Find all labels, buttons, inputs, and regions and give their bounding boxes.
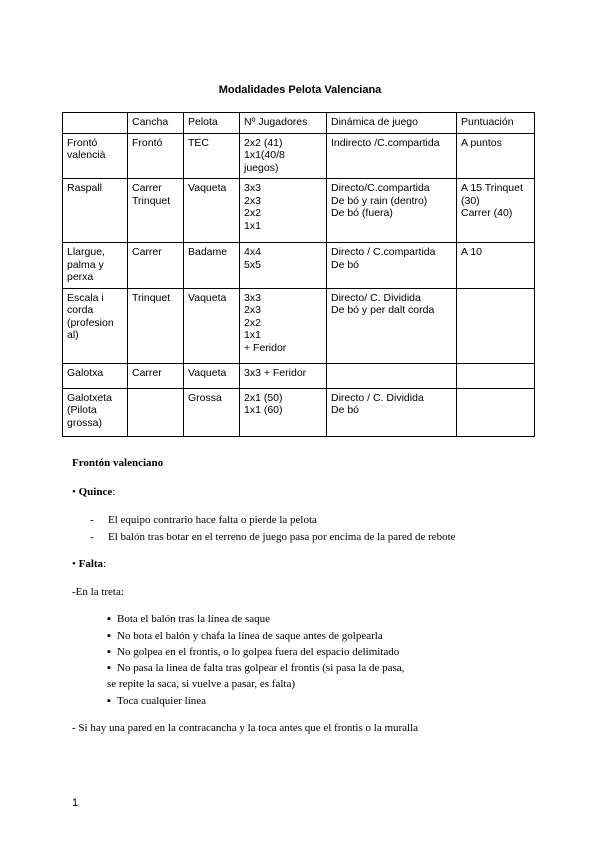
table-cell: [128, 388, 184, 436]
table-row: [63, 243, 535, 289]
table-cell: Carrer: [128, 243, 184, 289]
quince-item-text: El equipo contrario hace falta o pierde la pelota: [108, 514, 317, 526]
table-cell: Directo / C. Dividida De bó: [327, 388, 457, 436]
table-cell: Grossa: [184, 388, 240, 436]
list-item: [107, 613, 270, 625]
table-cell: Vaqueta: [184, 363, 240, 388]
square-bullet-icon: ▪: [107, 646, 111, 658]
table-row: [63, 288, 535, 363]
list-item: [90, 514, 94, 526]
table-cell: 3x3 + Feridor: [240, 363, 327, 388]
falta-item-text: No pasa la linea de falta tras golpear el frontis (si pasa la de pasa,: [117, 662, 405, 674]
quince-item-text: El balón tras botar en el terreno de juego pasa por encima de la pared de rebote: [108, 531, 456, 543]
falta-heading: [72, 558, 106, 570]
list-item: [107, 695, 206, 707]
table-cell: 2x2 (41) 1x1(40/8 juegos): [240, 133, 327, 179]
table-cell: Carrer: [128, 363, 184, 388]
table-row: [63, 388, 535, 436]
table-cell: A 15 Trinquet (30) Carrer (40): [457, 179, 535, 243]
table-cell: TEC: [184, 133, 240, 179]
quince-heading: [72, 486, 115, 498]
table-cell: Llargue, palma y perxa: [63, 243, 128, 289]
table-row: [63, 179, 535, 243]
dash-marker: -: [90, 531, 94, 543]
table-cell: Frontó: [128, 133, 184, 179]
falta-continuation: se repite la saca, si vuelve a pasar, es falta): [107, 678, 295, 690]
falta-intro: -En la treta:: [72, 586, 124, 598]
table-cell: Trinquet: [128, 288, 184, 363]
table-cell: 2x1 (50) 1x1 (60): [240, 388, 327, 436]
bullet-icon: •: [72, 486, 76, 498]
table-cell: 4x4 5x5: [240, 243, 327, 289]
table-row: [63, 133, 535, 179]
table-cell: Galotxeta (Pilota grossa): [63, 388, 128, 436]
header-cell-puntuacion: Puntuación: [457, 113, 535, 134]
table-cell: Escala i corda (profesion al): [63, 288, 128, 363]
table-cell: [457, 388, 535, 436]
table-cell: 3x3 2x3 2x2 1x1: [240, 179, 327, 243]
table-header-row: [63, 113, 535, 134]
list-item: [107, 630, 383, 642]
table-cell: Carrer Trinquet: [128, 179, 184, 243]
table-cell: Vaqueta: [184, 179, 240, 243]
table-row: [63, 363, 535, 388]
list-item: [107, 646, 399, 658]
falta-item-text: No golpea en el frontis, o lo golpea fuera del espacio delimitado: [117, 646, 400, 658]
table-cell: [457, 363, 535, 388]
modalities-table: [62, 112, 535, 437]
header-cell-empty: [63, 113, 128, 134]
table-cell: Raspall: [63, 179, 128, 243]
table-cell: Frontó valencià: [63, 133, 128, 179]
list-item: [90, 531, 94, 543]
table-cell: [457, 288, 535, 363]
quince-label: Quince: [78, 486, 113, 498]
table-cell: A 10: [457, 243, 535, 289]
square-bullet-icon: ▪: [107, 695, 111, 707]
table-cell: Galotxa: [63, 363, 128, 388]
table-cell: Directo/ C. Dividida De bó y per dalt corda: [327, 288, 457, 363]
header-cell-cancha: Cancha: [128, 113, 184, 134]
table-cell: 3x3 2x3 2x2 1x1 + Feridor: [240, 288, 327, 363]
quince-colon: :: [112, 486, 116, 498]
falta-note: - Si hay una pared en la contracancha y la toca antes que el frontis o la muralla: [72, 722, 419, 734]
table-cell: Vaqueta: [184, 288, 240, 363]
falta-item-text: Bota el balón tras la línea de saque: [117, 613, 271, 625]
table-cell: A puntos: [457, 133, 535, 179]
section-title: Frontón valenciano: [72, 457, 164, 469]
falta-item-text: Toca cualquier línea: [117, 695, 207, 707]
square-bullet-icon: ▪: [107, 613, 111, 625]
table-cell: Indirecto /C.compartida: [327, 133, 457, 179]
bullet-icon: •: [72, 558, 76, 570]
page-number: 1: [72, 797, 79, 809]
square-bullet-icon: ▪: [107, 662, 111, 674]
falta-label: Falta: [78, 558, 104, 570]
square-bullet-icon: ▪: [107, 630, 111, 642]
list-item: [107, 662, 404, 674]
dash-marker: -: [90, 514, 94, 526]
falta-item-text: No bota el balón y chafa la línea de saque antes de golpearla: [117, 630, 383, 642]
header-cell-jugadores: Nº Jugadores: [240, 113, 327, 134]
table-cell: Directo/C.compartida De bó y rain (dentro) De bó (fuera): [327, 179, 457, 243]
table-cell: Badame: [184, 243, 240, 289]
table-cell: [327, 363, 457, 388]
falta-colon: :: [103, 558, 107, 570]
table-cell: Directo / C.compartida De bó: [327, 243, 457, 289]
header-cell-dinamica: Dinámica de juego: [327, 113, 457, 134]
document-title: Modalidades Pelota Valenciana: [218, 84, 382, 96]
header-cell-pelota: Pelota: [184, 113, 240, 134]
